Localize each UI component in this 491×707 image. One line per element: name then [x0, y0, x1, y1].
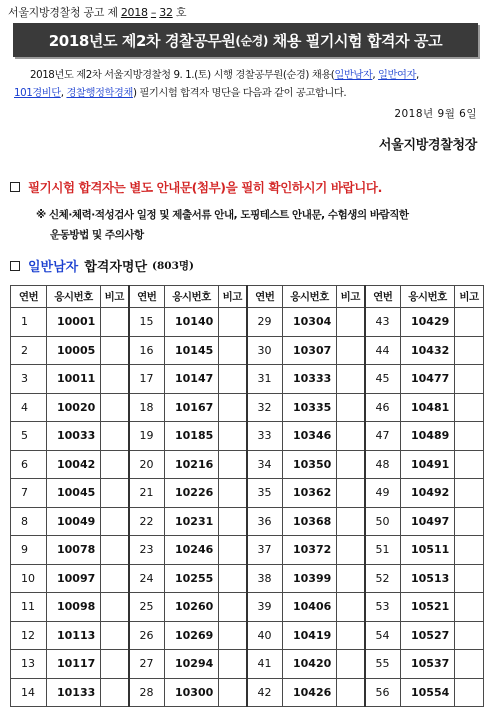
table-row	[11, 308, 484, 337]
cell-seq: 50	[365, 507, 401, 536]
cell-memo	[219, 536, 247, 565]
checkbox-icon	[10, 261, 20, 271]
cell-exam-number: 10117	[47, 650, 101, 679]
cell-exam-number: 10147	[165, 365, 219, 394]
cell-exam-number: 10527	[401, 621, 455, 650]
cell-memo	[219, 507, 247, 536]
cell-exam-number: 10399	[283, 564, 337, 593]
cell-memo	[219, 621, 247, 650]
col-exam: 응시번호	[47, 286, 101, 308]
col-exam: 응시번호	[401, 286, 455, 308]
cell-memo	[455, 365, 484, 394]
cell-seq: 55	[365, 650, 401, 679]
table-row	[11, 336, 484, 365]
cell-exam-number: 10497	[401, 507, 455, 536]
cell-exam-number: 10420	[283, 650, 337, 679]
cell-memo	[101, 450, 129, 479]
cell-exam-number: 10304	[283, 308, 337, 337]
cell-memo	[455, 650, 484, 679]
cell-memo	[337, 650, 365, 679]
intro-sep2: ,	[416, 69, 419, 81]
cell-seq: 42	[247, 678, 283, 707]
cell-exam-number: 10521	[401, 593, 455, 622]
cell-exam-number: 10167	[165, 393, 219, 422]
cell-seq: 28	[129, 678, 165, 707]
cell-seq: 46	[365, 393, 401, 422]
cell-seq: 17	[129, 365, 165, 394]
cell-memo	[219, 678, 247, 707]
cell-exam-number: 10537	[401, 650, 455, 679]
table-row	[11, 564, 484, 593]
cell-seq: 15	[129, 308, 165, 337]
cell-seq: 32	[247, 393, 283, 422]
section-count: (803명)	[152, 260, 195, 272]
cell-memo	[101, 479, 129, 508]
cell-exam-number: 10429	[401, 308, 455, 337]
cell-seq: 54	[365, 621, 401, 650]
section-heading	[10, 256, 194, 275]
cell-memo	[337, 422, 365, 451]
cell-seq: 1	[11, 308, 47, 337]
cell-memo	[219, 308, 247, 337]
cell-memo	[101, 365, 129, 394]
cell-exam-number: 10001	[47, 308, 101, 337]
table-row	[11, 393, 484, 422]
cell-exam-number: 10294	[165, 650, 219, 679]
cell-seq: 48	[365, 450, 401, 479]
cell-exam-number: 10226	[165, 479, 219, 508]
col-memo: 비고	[337, 286, 365, 308]
cell-seq: 53	[365, 593, 401, 622]
cell-memo	[101, 422, 129, 451]
agency-signature: 서울지방경찰청장	[378, 138, 477, 153]
col-memo: 비고	[219, 286, 247, 308]
table-row	[11, 650, 484, 679]
title-main-before: 2018년도 제2차 경찰공무원	[48, 31, 236, 50]
col-seq: 연번	[11, 286, 47, 308]
cell-seq: 38	[247, 564, 283, 593]
cell-seq: 47	[365, 422, 401, 451]
cell-memo	[455, 593, 484, 622]
header-prefix: 서울지방경찰청 공고 제	[8, 6, 118, 19]
table-row	[11, 450, 484, 479]
table-row	[11, 365, 484, 394]
cell-seq: 51	[365, 536, 401, 565]
cell-seq: 8	[11, 507, 47, 536]
announcement-date: 2018년 9월 6일	[394, 108, 477, 120]
cell-seq: 9	[11, 536, 47, 565]
cell-exam-number: 10333	[283, 365, 337, 394]
title-paren: (순경)	[235, 33, 268, 48]
cell-seq: 10	[11, 564, 47, 593]
cell-exam-number: 10020	[47, 393, 101, 422]
cell-seq: 13	[11, 650, 47, 679]
cell-memo	[337, 621, 365, 650]
cell-seq: 21	[129, 479, 165, 508]
cell-seq: 22	[129, 507, 165, 536]
cell-memo	[455, 536, 484, 565]
cell-memo	[101, 308, 129, 337]
cell-seq: 5	[11, 422, 47, 451]
note-block	[36, 205, 482, 245]
cell-memo	[455, 479, 484, 508]
cell-exam-number: 10489	[401, 422, 455, 451]
note-line1: ※ 신체·체력·적성검사 일정 및 제출서류 안내, 도핑테스트 안내문, 수험생의 바람직한	[36, 209, 409, 221]
col-exam: 응시번호	[283, 286, 337, 308]
cell-exam-number: 10372	[283, 536, 337, 565]
cell-memo	[219, 365, 247, 394]
cell-exam-number: 10300	[165, 678, 219, 707]
cell-memo	[337, 593, 365, 622]
cell-seq: 40	[247, 621, 283, 650]
table-row	[11, 536, 484, 565]
cell-seq: 29	[247, 308, 283, 337]
cell-seq: 49	[365, 479, 401, 508]
cell-seq: 33	[247, 422, 283, 451]
cell-memo	[101, 564, 129, 593]
cell-memo	[219, 479, 247, 508]
title-main-after: 채용 필기시험 합격자 공고	[272, 31, 443, 50]
cell-exam-number: 10492	[401, 479, 455, 508]
cell-memo	[219, 593, 247, 622]
cell-memo	[455, 336, 484, 365]
note-line2: 운동방법 및 주의사항	[50, 229, 144, 241]
cell-memo	[455, 621, 484, 650]
cell-exam-number: 10005	[47, 336, 101, 365]
intro-sep3: ,	[60, 87, 67, 99]
cell-memo	[337, 308, 365, 337]
cell-exam-number: 10246	[165, 536, 219, 565]
table-row	[11, 678, 484, 707]
cell-exam-number: 10260	[165, 593, 219, 622]
col-seq: 연번	[247, 286, 283, 308]
cell-seq: 56	[365, 678, 401, 707]
cell-exam-number: 10307	[283, 336, 337, 365]
cell-exam-number: 10269	[165, 621, 219, 650]
table-row	[11, 479, 484, 508]
announcement-number	[8, 4, 186, 20]
cell-exam-number: 10513	[401, 564, 455, 593]
section-category: 일반남자	[28, 260, 79, 275]
cell-memo	[337, 365, 365, 394]
cell-memo	[337, 507, 365, 536]
cell-memo	[455, 450, 484, 479]
section-label: 합격자명단	[84, 260, 148, 275]
cell-exam-number: 10042	[47, 450, 101, 479]
cell-exam-number: 10113	[47, 621, 101, 650]
cell-memo	[219, 450, 247, 479]
page-title	[13, 23, 478, 57]
cell-seq: 24	[129, 564, 165, 593]
cell-seq: 19	[129, 422, 165, 451]
header-dash: –	[150, 6, 157, 19]
table-row	[11, 507, 484, 536]
intro-line2-tail: ) 필기시험 합격자 명단을 다음과 같이 공고합니다.	[132, 87, 347, 99]
cell-exam-number: 10216	[165, 450, 219, 479]
passer-table	[10, 285, 484, 707]
cell-memo	[219, 422, 247, 451]
cell-memo	[337, 564, 365, 593]
col-exam: 응시번호	[165, 286, 219, 308]
cell-exam-number: 10335	[283, 393, 337, 422]
header-suffix: 호	[175, 6, 187, 19]
table-row	[11, 593, 484, 622]
col-seq: 연번	[129, 286, 165, 308]
notice-text: 필기시험 합격자는 별도 안내문(첨부)을 필히 확인하시기 바랍니다.	[28, 180, 382, 195]
cell-seq: 44	[365, 336, 401, 365]
cell-seq: 7	[11, 479, 47, 508]
link-101-guard[interactable]: 101경비단	[14, 87, 61, 99]
cell-exam-number: 10049	[47, 507, 101, 536]
link-general-female[interactable]: 일반여자	[378, 69, 417, 81]
cell-memo	[337, 336, 365, 365]
cell-exam-number: 10481	[401, 393, 455, 422]
cell-seq: 30	[247, 336, 283, 365]
cell-seq: 6	[11, 450, 47, 479]
cell-seq: 35	[247, 479, 283, 508]
cell-seq: 4	[11, 393, 47, 422]
cell-seq: 12	[11, 621, 47, 650]
cell-exam-number: 10368	[283, 507, 337, 536]
cell-memo	[101, 650, 129, 679]
cell-exam-number: 10346	[283, 422, 337, 451]
cell-memo	[337, 450, 365, 479]
cell-seq: 16	[129, 336, 165, 365]
cell-seq: 18	[129, 393, 165, 422]
cell-seq: 11	[11, 593, 47, 622]
table-header-row	[11, 286, 484, 308]
cell-seq: 36	[247, 507, 283, 536]
cell-seq: 3	[11, 365, 47, 394]
cell-exam-number: 10362	[283, 479, 337, 508]
cell-exam-number: 10140	[165, 308, 219, 337]
cell-memo	[219, 650, 247, 679]
cell-memo	[455, 564, 484, 593]
intro-line1: 2018년도 제2차 서울지방경찰청 9. 1.(토) 시행 경찰공무원(순경) 채용(	[30, 69, 335, 81]
col-memo: 비고	[455, 286, 484, 308]
cell-seq: 27	[129, 650, 165, 679]
table-row	[11, 621, 484, 650]
cell-seq: 45	[365, 365, 401, 394]
cell-exam-number: 10426	[283, 678, 337, 707]
cell-memo	[101, 336, 129, 365]
cell-seq: 31	[247, 365, 283, 394]
table-row	[11, 422, 484, 451]
link-police-admin[interactable]: 경찰행정학경채	[66, 87, 133, 99]
cell-exam-number: 10350	[283, 450, 337, 479]
col-seq: 연번	[365, 286, 401, 308]
cell-memo	[219, 336, 247, 365]
checkbox-icon	[10, 182, 20, 192]
cell-exam-number: 10511	[401, 536, 455, 565]
cell-memo	[337, 536, 365, 565]
cell-memo	[219, 564, 247, 593]
header-number: 32	[159, 6, 173, 19]
cell-seq: 14	[11, 678, 47, 707]
cell-exam-number: 10185	[165, 422, 219, 451]
cell-memo	[337, 479, 365, 508]
header-year: 2018	[120, 6, 148, 19]
cell-exam-number: 10419	[283, 621, 337, 650]
cell-exam-number: 10011	[47, 365, 101, 394]
cell-exam-number: 10078	[47, 536, 101, 565]
notice-line	[10, 178, 382, 196]
cell-memo	[219, 393, 247, 422]
cell-memo	[455, 507, 484, 536]
intro-paragraph	[14, 66, 480, 102]
cell-seq: 41	[247, 650, 283, 679]
cell-memo	[337, 678, 365, 707]
cell-memo	[101, 593, 129, 622]
cell-seq: 26	[129, 621, 165, 650]
cell-exam-number: 10133	[47, 678, 101, 707]
cell-memo	[455, 308, 484, 337]
cell-memo	[101, 678, 129, 707]
cell-seq: 52	[365, 564, 401, 593]
link-general-male[interactable]: 일반남자	[334, 69, 373, 81]
table-body	[11, 308, 484, 707]
cell-memo	[455, 393, 484, 422]
cell-exam-number: 10231	[165, 507, 219, 536]
cell-seq: 43	[365, 308, 401, 337]
cell-exam-number: 10033	[47, 422, 101, 451]
cell-memo	[101, 536, 129, 565]
cell-memo	[101, 507, 129, 536]
cell-memo	[455, 678, 484, 707]
cell-exam-number: 10045	[47, 479, 101, 508]
cell-exam-number: 10406	[283, 593, 337, 622]
col-memo: 비고	[101, 286, 129, 308]
cell-memo	[455, 422, 484, 451]
cell-memo	[101, 621, 129, 650]
cell-exam-number: 10432	[401, 336, 455, 365]
cell-seq: 23	[129, 536, 165, 565]
cell-exam-number: 10477	[401, 365, 455, 394]
cell-exam-number: 10098	[47, 593, 101, 622]
intro-sep1: ,	[372, 69, 379, 81]
cell-exam-number: 10554	[401, 678, 455, 707]
cell-exam-number: 10097	[47, 564, 101, 593]
cell-memo	[337, 393, 365, 422]
cell-exam-number: 10145	[165, 336, 219, 365]
cell-exam-number: 10255	[165, 564, 219, 593]
cell-seq: 2	[11, 336, 47, 365]
cell-seq: 39	[247, 593, 283, 622]
cell-seq: 20	[129, 450, 165, 479]
cell-seq: 37	[247, 536, 283, 565]
cell-memo	[101, 393, 129, 422]
cell-seq: 25	[129, 593, 165, 622]
cell-exam-number: 10491	[401, 450, 455, 479]
cell-seq: 34	[247, 450, 283, 479]
